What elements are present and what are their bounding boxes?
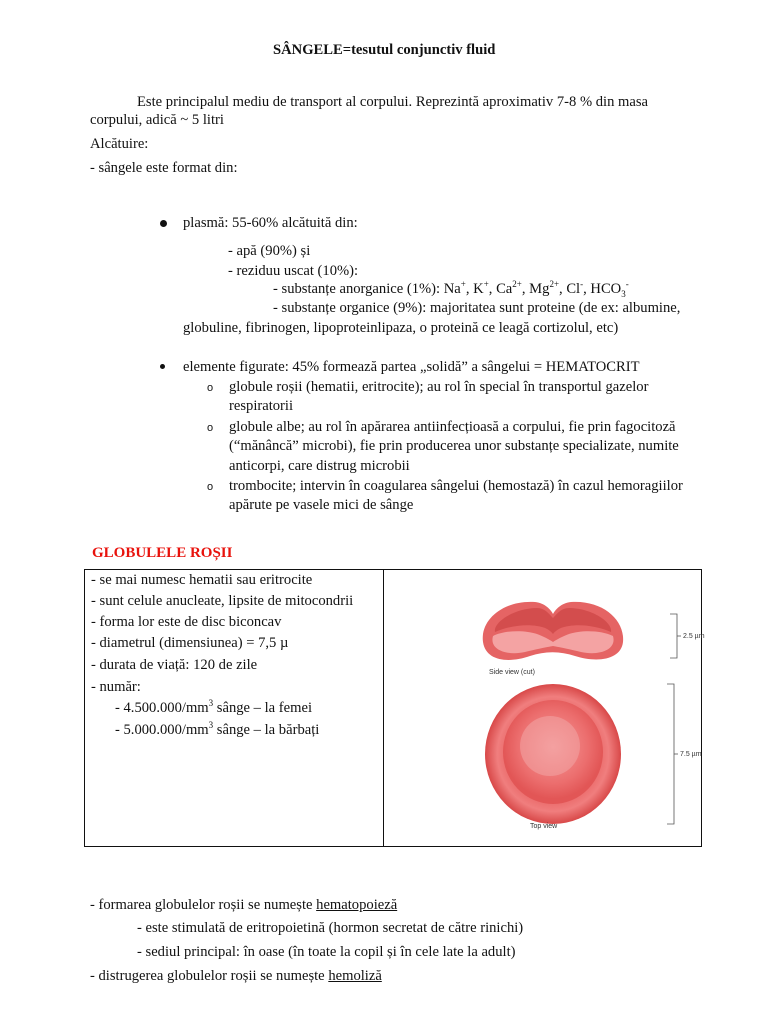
formare-line: - formarea globulelor roșii se numește hematopoieză [90, 897, 398, 913]
dimension-bracket-top [667, 684, 678, 824]
intro-line-1: Este principalul mediu de transport al corpului. Reprezintă aproximativ 7-8 % din masa [137, 94, 649, 110]
dimension-bracket-side [670, 614, 681, 658]
albe-line-2: (“mănâncă” microbi), fie prin producerea unor substanțe specializate, numite [229, 438, 679, 454]
trombo-line-1: trombocite; intervin în coagularea sângelui (hemostază) în cazul hemoragiilor [229, 478, 683, 494]
rosii-line-1: globule roșii (hematii, eritrocite); au rol în special în transportul gazelor [229, 379, 649, 395]
plasma-line: plasmă: 55-60% alcătuită din: [183, 215, 358, 231]
anorganice-line: - substanțe anorganice (1%): Na+, K+, $Ca^{2+}$, $Mg^{2+}$, Cl-, $HCO_3^-$ [273, 279, 629, 299]
count-femei: - $4.500.000/mm^3$ sânge – la femei [115, 698, 313, 716]
sediul-line: - sediul principal: în oase (în toate la copil și în cele late la adult) [137, 944, 516, 960]
intro-line-2: corpului, adică ~ 5 litri [90, 112, 224, 128]
circle-bullet-icon: o [207, 481, 214, 493]
table-line: - diametrul (dimensiunea) = 7,5 µ [91, 635, 289, 651]
distrugere-line: - distrugerea globulelor roșii se numește hemoliză [90, 968, 382, 984]
section-heading: GLOBULELE ROȘII [92, 545, 233, 561]
count-barbati: - $5.000.000/mm^3$ sânge – la bărbați [115, 720, 320, 738]
format-line: - sângele este format din: [90, 160, 238, 176]
top-view-label: Top view [530, 823, 558, 830]
table-line: - sunt celule anucleate, lipsite de mitocondrii [91, 593, 354, 609]
page-title: SÂNGELE=tesutul conjunctiv fluid [273, 42, 496, 58]
stimulata-line: - este stimulată de eritropoietină (hormon secretat de către rinichi) [137, 920, 524, 936]
rbc-illustration [385, 570, 705, 846]
organice-line-2: globuline, fibrinogen, lipoproteinlipaza, o proteină ce leagă cortizolul, etc) [183, 320, 619, 336]
albe-line-1: globule albe; au rol în apărarea antiinfecțioasă a corpului, fie prin fagocitoză [229, 419, 676, 435]
table-line: - se mai numesc hematii sau eritrocite [91, 572, 313, 588]
top-view-cell [485, 684, 621, 824]
alcatuire-label: Alcătuire: [90, 136, 149, 152]
dim-top-label: 7.5 µm [680, 751, 702, 758]
table-divider [383, 570, 384, 846]
table-line: - durata de viață: 120 de zile [91, 657, 258, 673]
table-line: - forma lor este de disc biconcav [91, 614, 282, 630]
elemente-line: elemente figurate: 45% formează partea „solidă” a sângelui = HEMATOCRIT [183, 359, 640, 375]
circle-bullet-icon: o [207, 382, 214, 394]
rosii-line-2: respiratorii [229, 398, 294, 414]
organice-line-1: - substanțe organice (9%): majoritatea sunt proteine (de ex: albumine, [273, 300, 681, 316]
table-line: - număr: [91, 679, 141, 695]
reziduu-line: - reziduu uscat (10%): [228, 263, 359, 279]
side-view-label: Side view (cut) [489, 669, 535, 676]
rbc-table [84, 569, 705, 847]
apa-line: - apă (90%) și [228, 243, 311, 259]
side-view-cell [483, 602, 623, 660]
bullet-icon [160, 220, 167, 227]
rbc-figure [385, 570, 705, 846]
circle-bullet-icon: o [207, 422, 214, 434]
albe-line-3: anticorpi, care distrug microbii [229, 458, 410, 474]
trombo-line-2: apărute pe vasele mici de sânge [229, 497, 414, 513]
bullet-icon [160, 364, 165, 369]
dim-side-label: 2.5 µm [683, 633, 705, 640]
